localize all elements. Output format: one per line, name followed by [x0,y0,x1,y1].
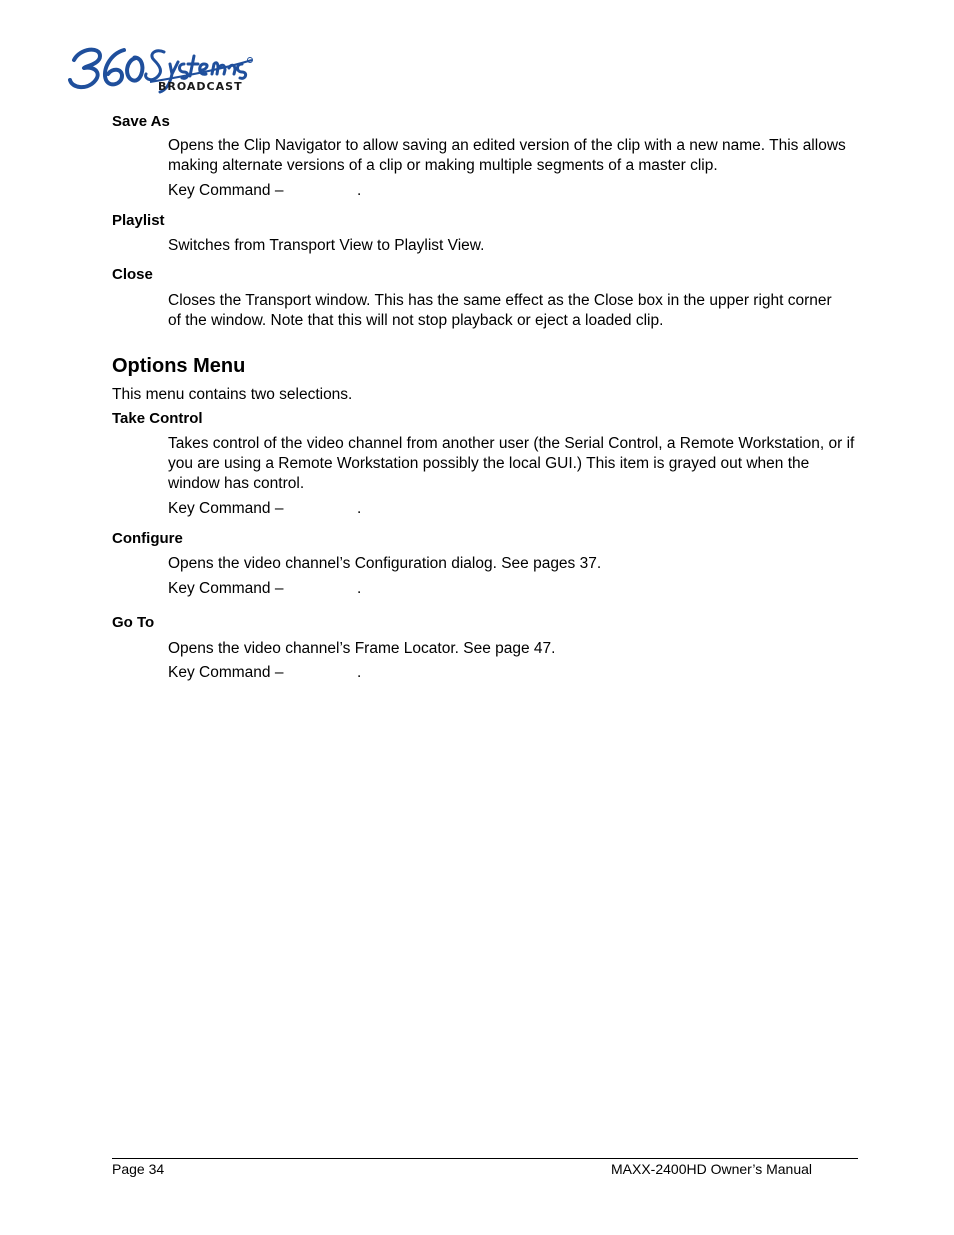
go-to-key-command-end: . [357,664,362,681]
close-title: Close [112,266,153,283]
options-menu-heading: Options Menu [112,355,246,377]
save-as-key-command-label: Key Command – [168,182,284,199]
take-control-description: Takes control of the video channel from another user (the Serial Control, a Remote Workstation, or if you are using a Remote Workstation possibly the local GUI.) This item is grayed out when the window has control. [168,435,855,492]
configure-key-command-label: Key Command – [168,580,284,597]
options-menu-intro: This menu contains two selections. [112,386,353,403]
save-as-title: Save As [112,113,170,130]
footer-page-number: Page 34 [112,1161,165,1177]
save-as-key-command-end: . [357,182,362,199]
take-control-key-command-end: . [357,500,362,517]
configure-key-command-end: . [357,580,362,597]
take-control-key-command-label: Key Command – [168,500,284,517]
go-to-key-command-label: Key Command – [168,664,284,681]
configure-title: Configure [112,530,183,547]
footer-manual-title: MAXX-2400HD Owner’s Manual [611,1161,813,1177]
take-control-title: Take Control [112,410,203,427]
go-to-title: Go To [112,614,155,631]
playlist-title: Playlist [112,212,165,229]
go-to-description: Opens the video channel’s Frame Locator. See page 47. [168,640,556,657]
configure-description: Opens the video channel’s Configuration dialog. See pages 37. [168,555,602,572]
playlist-description: Switches from Transport View to Playlist View. [168,237,485,254]
close-description: Closes the Transport window. This has the same effect as the Close box in the upper right corner of the window. Note that this will not stop playback or eject a loaded clip. [168,292,832,329]
footer-rule [112,1158,858,1159]
save-as-description: Opens the Clip Navigator to allow saving an edited version of the clip with a new name. This allows making alternate versions of a clip or making multiple segments of a master clip. [168,137,846,174]
logo-tagline: BROADCAST [158,80,243,93]
